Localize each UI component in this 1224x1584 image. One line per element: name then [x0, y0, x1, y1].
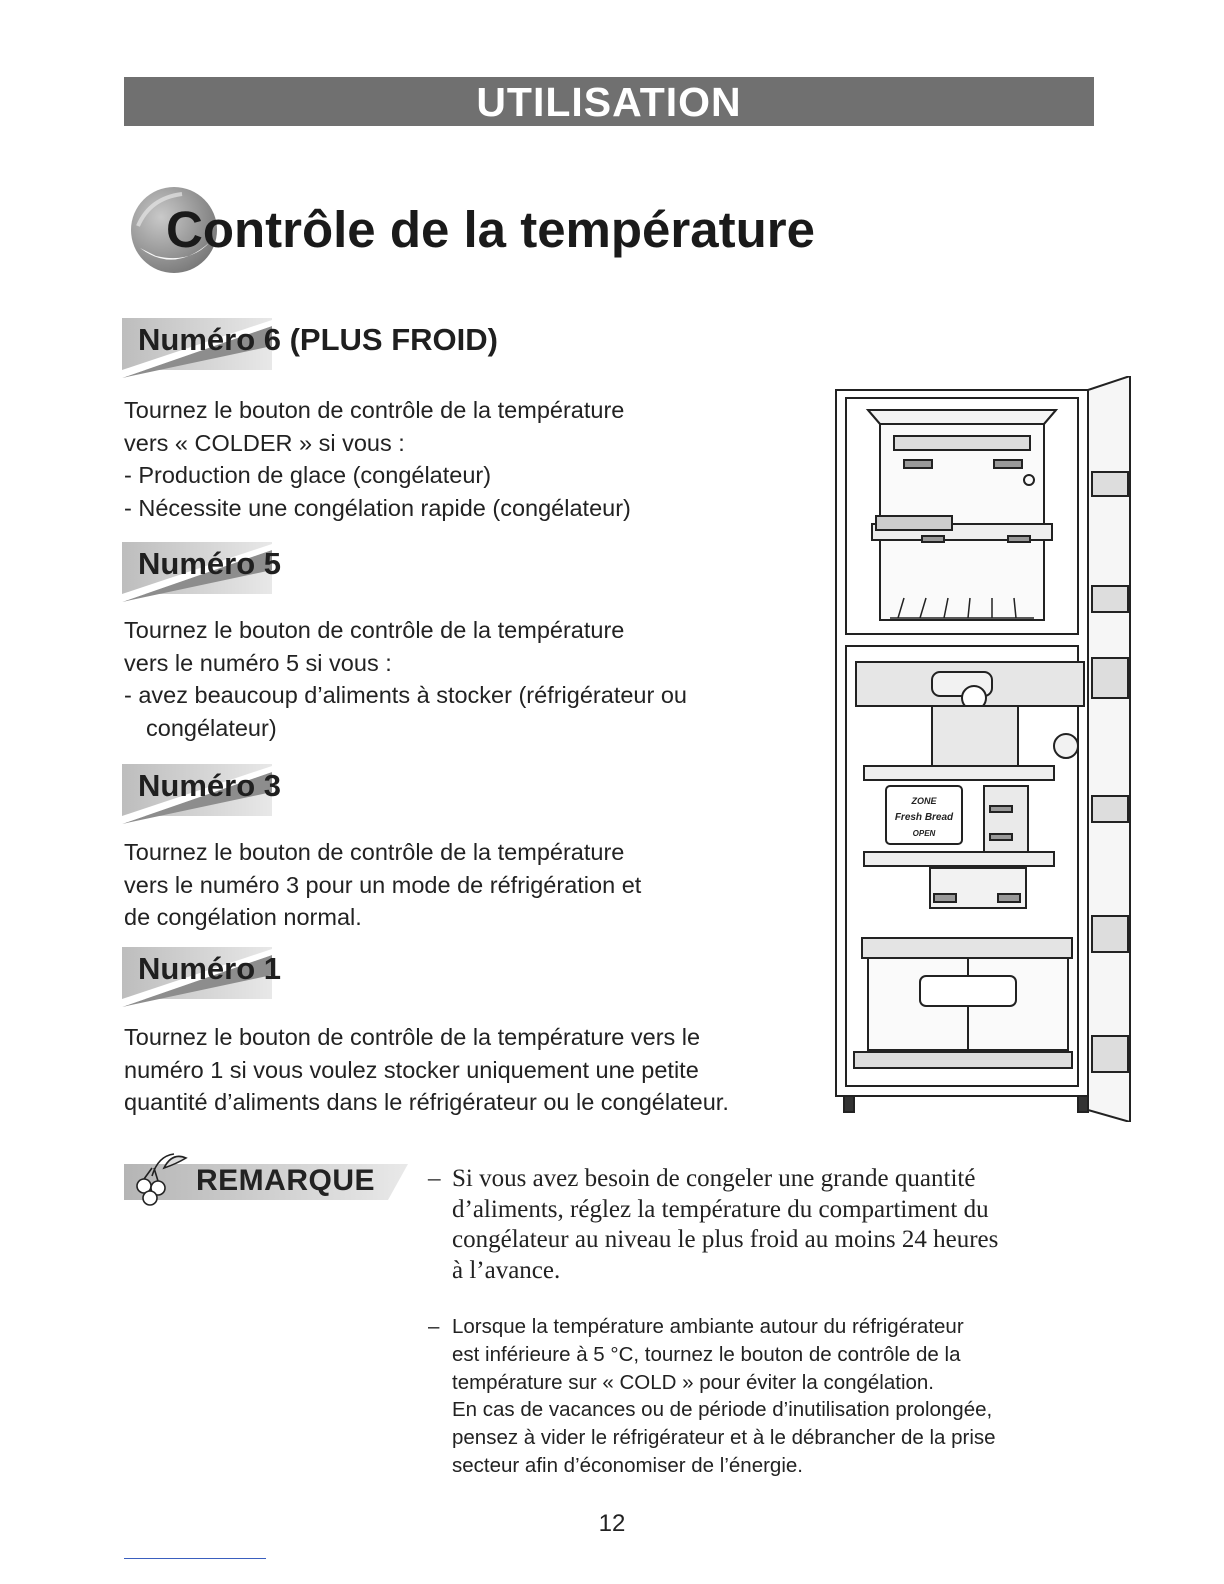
note-line: d’aliments, réglez la température du compartiment du	[452, 1195, 989, 1223]
remarque-label: REMARQUE	[196, 1164, 376, 1197]
note-line: congélateur au niveau le plus froid au moins 24 heures	[452, 1226, 999, 1253]
note-line: secteur afin d’économiser de l’énergie.	[452, 1453, 803, 1477]
note-line: à l’avance.	[452, 1256, 561, 1284]
text-line: Tournez le bouton de contrôle de la température	[124, 839, 625, 865]
text-line: de congélation normal.	[124, 904, 362, 930]
note-text	[452, 1164, 998, 1286]
heading-numero-3: Numéro 3	[138, 768, 281, 803]
note-dash: –	[428, 1165, 441, 1192]
section-1-text	[124, 1021, 804, 1119]
text-line: numéro 1 si vous voulez stocker uniquement une petite	[124, 1056, 699, 1083]
heading-numero-5: Numéro 5	[138, 546, 281, 581]
remarque-header	[124, 1150, 414, 1210]
section-heading	[122, 540, 542, 602]
open-label: OPEN	[912, 829, 936, 838]
bullet-item: - Production de glace (congélateur)	[124, 462, 492, 488]
section-6-text	[124, 394, 804, 524]
text-line: vers « COLDER » si vous :	[124, 429, 405, 456]
note-dash: –	[428, 1315, 440, 1338]
zone-label: ZONE	[911, 796, 937, 806]
note-line: En cas de vacances ou de période d’inutilisation prolongée,	[452, 1398, 993, 1422]
fresh-bread-label: Fresh Bread	[894, 812, 954, 823]
page-title: Contrôle de la température	[166, 201, 815, 258]
text-line: Tournez le bouton de contrôle de la température vers le	[124, 1024, 701, 1050]
text-line: vers le numéro 5 si vous :	[124, 649, 392, 676]
note-line: température sur « COLD » pour éviter la congélation.	[452, 1370, 935, 1394]
bullet-item: - avez beaucoup d’aliments à stocker (réfrigérateur ou	[124, 682, 687, 708]
page-number: 12	[598, 1510, 626, 1537]
text-line: vers le numéro 3 pour un mode de réfrigération et	[124, 871, 642, 898]
note-line: Lorsque la température ambiante autour du réfrigérateur	[452, 1315, 964, 1338]
bullet-item: - Nécessite une congélation rapide (congélateur)	[124, 494, 631, 521]
section-3-text	[124, 836, 804, 934]
section-5-text	[124, 614, 804, 744]
fridge-illustration	[834, 376, 1132, 1122]
banner-title: UTILISATION	[476, 79, 742, 125]
heading-numero-6: Numéro 6 (PLUS FROID)	[138, 322, 498, 357]
section-heading	[122, 316, 542, 378]
text-line: Tournez le bouton de contrôle de la température	[124, 397, 625, 423]
note-line: est inférieure à 5 °C, tournez le bouton de contrôle de la	[452, 1342, 961, 1366]
section-heading	[122, 945, 542, 1007]
section-banner	[124, 77, 1094, 126]
page-title-block	[130, 186, 850, 278]
section-heading	[122, 762, 542, 824]
note-line: Si vous avez besoin de congeler une grande quantité	[452, 1165, 976, 1192]
note-line: pensez à vider le réfrigérateur et à le débrancher de la prise	[452, 1426, 996, 1450]
footer-rule	[124, 1558, 266, 1559]
heading-numero-1: Numéro 1	[138, 951, 281, 986]
note-text	[452, 1313, 996, 1480]
bullet-continuation: congélateur)	[146, 714, 277, 741]
text-line: quantité d’aliments dans le réfrigérateur ou le congélateur.	[124, 1089, 729, 1115]
text-line: Tournez le bouton de contrôle de la température	[124, 617, 625, 643]
